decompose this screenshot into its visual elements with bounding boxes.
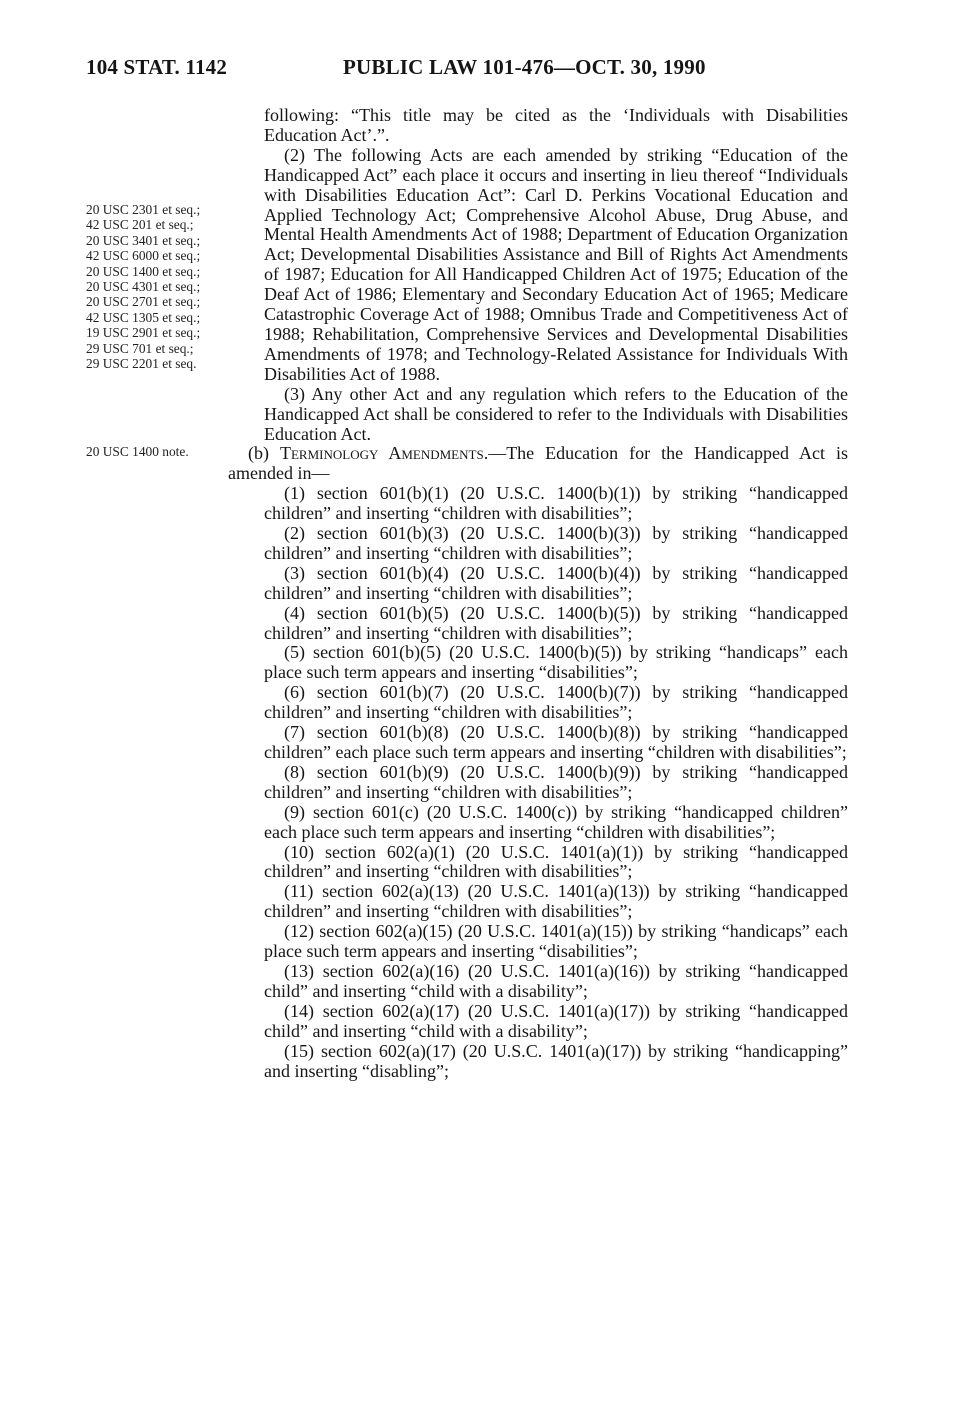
- subsection-b-heading: Terminology Amendments: [279, 443, 484, 464]
- list-item: (14) section 602(a)(17) (20 U.S.C. 1401(a)(17)) by striking “handicapped child” and inserting “child with a disability”;: [264, 1000, 848, 1041]
- list-item: (1) section 601(b)(1) (20 U.S.C. 1400(b)(1)) by striking “handicapped children” and inserting “children with disabilities”;: [264, 483, 848, 524]
- list-item: (10) section 602(a)(1) (20 U.S.C. 1401(a)(1)) by striking “handicapped children” and inserting “children with disabilities”;: [264, 841, 848, 882]
- list-item: (5) section 601(b)(5) (20 U.S.C. 1400(b)(5)) by striking “handicaps” each place such term appears and inserting “disabilities”;: [264, 642, 848, 683]
- list-item: (9) section 601(c) (20 U.S.C. 1400(c)) by striking “handicapped children” each place such term appears and inserting “children with disabilities”;: [264, 801, 848, 842]
- page-header: [0, 55, 969, 87]
- subsection-b-label: (b): [248, 443, 280, 464]
- list-item: (4) section 601(b)(5) (20 U.S.C. 1400(b)(5)) by striking “handicapped children” and inserting “children with disabilities”;: [264, 602, 848, 643]
- list-item: (15) section 602(a)(17) (20 U.S.C. 1401(a)(17)) by striking “handicapping” and inserting “disabling”;: [264, 1040, 848, 1081]
- margin-citation-usc: 20 USC 2301 et seq.; 42 USC 201 et seq.; 20 USC 3401 et seq.; 42 USC 6000 et seq.; 20 USC 1400 et seq.; 20 USC 4301 et seq.; 20 USC 2701 et seq.; 42 USC 1305 et seq.; 19 USC 2901 et seq.; 29 USC 701 et seq.; 29 USC 2201 et seq.: [86, 202, 201, 372]
- statute-page-number: 104 STAT. 1142: [86, 55, 228, 79]
- list-item: (2) section 601(b)(3) (20 U.S.C. 1400(b)(3)) by striking “handicapped children” and inserting “children with disabilities”;: [264, 523, 848, 563]
- paragraph-2: (2) The following Acts are each amended by striking “Education of the Handicapped Act” each place it occurs and inserting in lieu thereof “Individuals with Disabilities Education Act”: Carl D. Perkins Vocational Education and Applied Technology Act; Comprehensive Alcohol Abuse, Drug Abuse, and Mental Health Amendments Act of 1988; Department of Education Organization Act; Developmental Disabilities Assistance and Bill of Rights Act Amendments of 1987; Education for All Handicapped Children Act of 1975; Education of the Deaf Act of 1986; Elementary and Secondary Education Act of 1965; Medicare Catastrophic Coverage Act of 1988; Omnibus Trade and Competitiveness Act of 1988; Rehabilitation, Comprehensive Services and Developmental Disabilities Amendments of 1978; and Technology-Related Assistance for Individuals With Disabilities Act of 1988.: [264, 144, 848, 384]
- running-head-title: PUBLIC LAW 101-476—OCT. 30, 1990: [343, 55, 706, 79]
- subsection-b: [228, 444, 848, 484]
- list-item: (7) section 601(b)(8) (20 U.S.C. 1400(b)(8)) by striking “handicapped children” each place such term appears and inserting “children with disabilities”;: [264, 722, 848, 762]
- list-item: (8) section 601(b)(9) (20 U.S.C. 1400(b)(9)) by striking “handicapped children” and inserting “children with disabilities”;: [264, 761, 848, 802]
- list-item: (3) section 601(b)(4) (20 U.S.C. 1400(b)(4)) by striking “handicapped children” and inserting “children with disabilities”;: [264, 562, 848, 603]
- list-item: (12) section 602(a)(15) (20 U.S.C. 1401(a)(15)) by striking “handicaps” each place such term appears and inserting “disabilities”;: [264, 921, 848, 962]
- list-item: (11) section 602(a)(13) (20 U.S.C. 1401(a)(13)) by striking “handicapped children” and inserting “children with disabilities”;: [264, 881, 848, 922]
- subsection-b-text: .—The Education for the Handicapped Act is amended in—: [228, 443, 848, 484]
- list-item: (13) section 602(a)(16) (20 U.S.C. 1401(a)(16)) by striking “handicapped child” and inserting “child with a disability”;: [264, 960, 848, 1001]
- list-item: (6) section 601(b)(7) (20 U.S.C. 1400(b)(7)) by striking “handicapped children” and inserting “children with disabilities”;: [264, 682, 848, 723]
- paragraph-3: (3) Any other Act and any regulation which refers to the Education of the Handicapped Act shall be considered to refer to the Individuals with Disabilities Education Act.: [264, 383, 848, 444]
- paragraph-continuation: following: “This title may be cited as the ‘Individuals with Disabilities Education Act’.”.: [264, 105, 848, 145]
- body-text: [228, 106, 848, 1081]
- margin-citation-note: 20 USC 1400 note.: [86, 444, 189, 459]
